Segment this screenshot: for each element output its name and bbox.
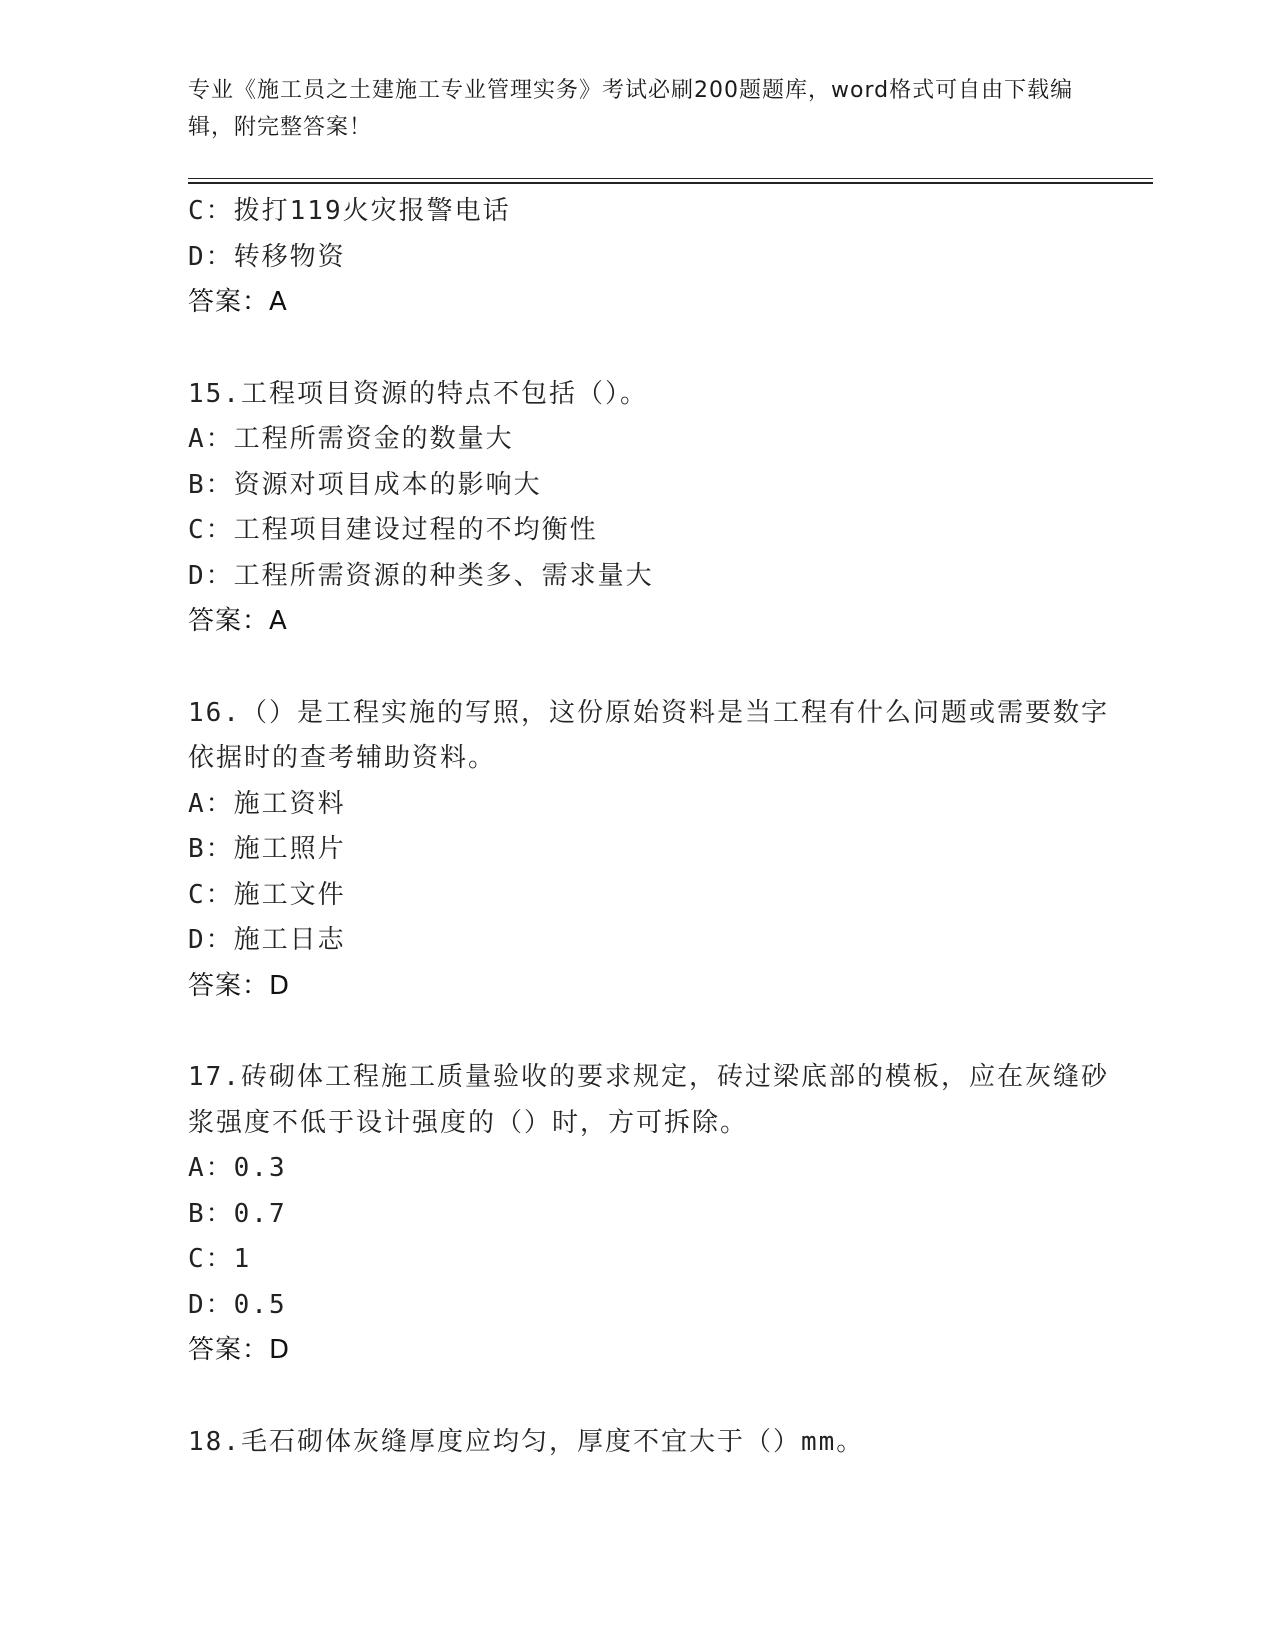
option-d: D：施工日志 — [188, 925, 346, 955]
header-divider — [188, 178, 1153, 184]
answer: 答案：A — [188, 606, 288, 636]
question-text: 16.（）是工程实施的写照，这份原始资料是当工程有什么问题或需要数字依据时的查考辅助资料。 — [188, 697, 1109, 773]
question-content — [188, 189, 1118, 1465]
answer: 答案：A — [188, 287, 288, 317]
option-c: C：施工文件 — [188, 879, 346, 910]
question-15 — [188, 372, 1118, 645]
answer: 答案：D — [188, 970, 291, 1001]
option-b: B：0.7 — [188, 1198, 287, 1229]
option-d: D：转移物资 — [188, 241, 346, 272]
document-title: 专业《施工员之土建施工专业管理实务》考试必刷200题题库，word格式可自由下载编辑，附完整答案！ — [188, 78, 1074, 140]
option-c: C：工程项目建设过程的不均衡性 — [188, 515, 598, 545]
option-c: C：1 — [188, 1244, 252, 1274]
answer: 答案：D — [188, 1335, 291, 1365]
option-a: A：工程所需资金的数量大 — [188, 424, 514, 454]
option-d: D：0.5 — [188, 1289, 287, 1320]
previous-question-tail — [188, 189, 1118, 326]
option-a: A：施工资料 — [188, 788, 346, 819]
question-16 — [188, 691, 1118, 1010]
option-b: B：施工照片 — [188, 834, 346, 864]
question-text: 18.毛石砌体灰缝厚度应均匀，厚度不宜大于（）mm。 — [188, 1426, 865, 1457]
question-text: 17.砖砌体工程施工质量验收的要求规定，砖过梁底部的模板，应在灰缝砂浆强度不低于设计强度的（）时，方可拆除。 — [188, 1062, 1109, 1138]
question-text: 15.工程项目资源的特点不包括（）。 — [188, 378, 648, 409]
question-17 — [188, 1055, 1118, 1374]
option-c: C：拨打119火灾报警电话 — [188, 196, 511, 226]
option-d: D：工程所需资源的种类多、需求量大 — [188, 560, 654, 591]
option-a: A：0.3 — [188, 1153, 287, 1183]
question-18 — [188, 1420, 1118, 1466]
option-b: B：资源对项目成本的影响大 — [188, 469, 542, 500]
